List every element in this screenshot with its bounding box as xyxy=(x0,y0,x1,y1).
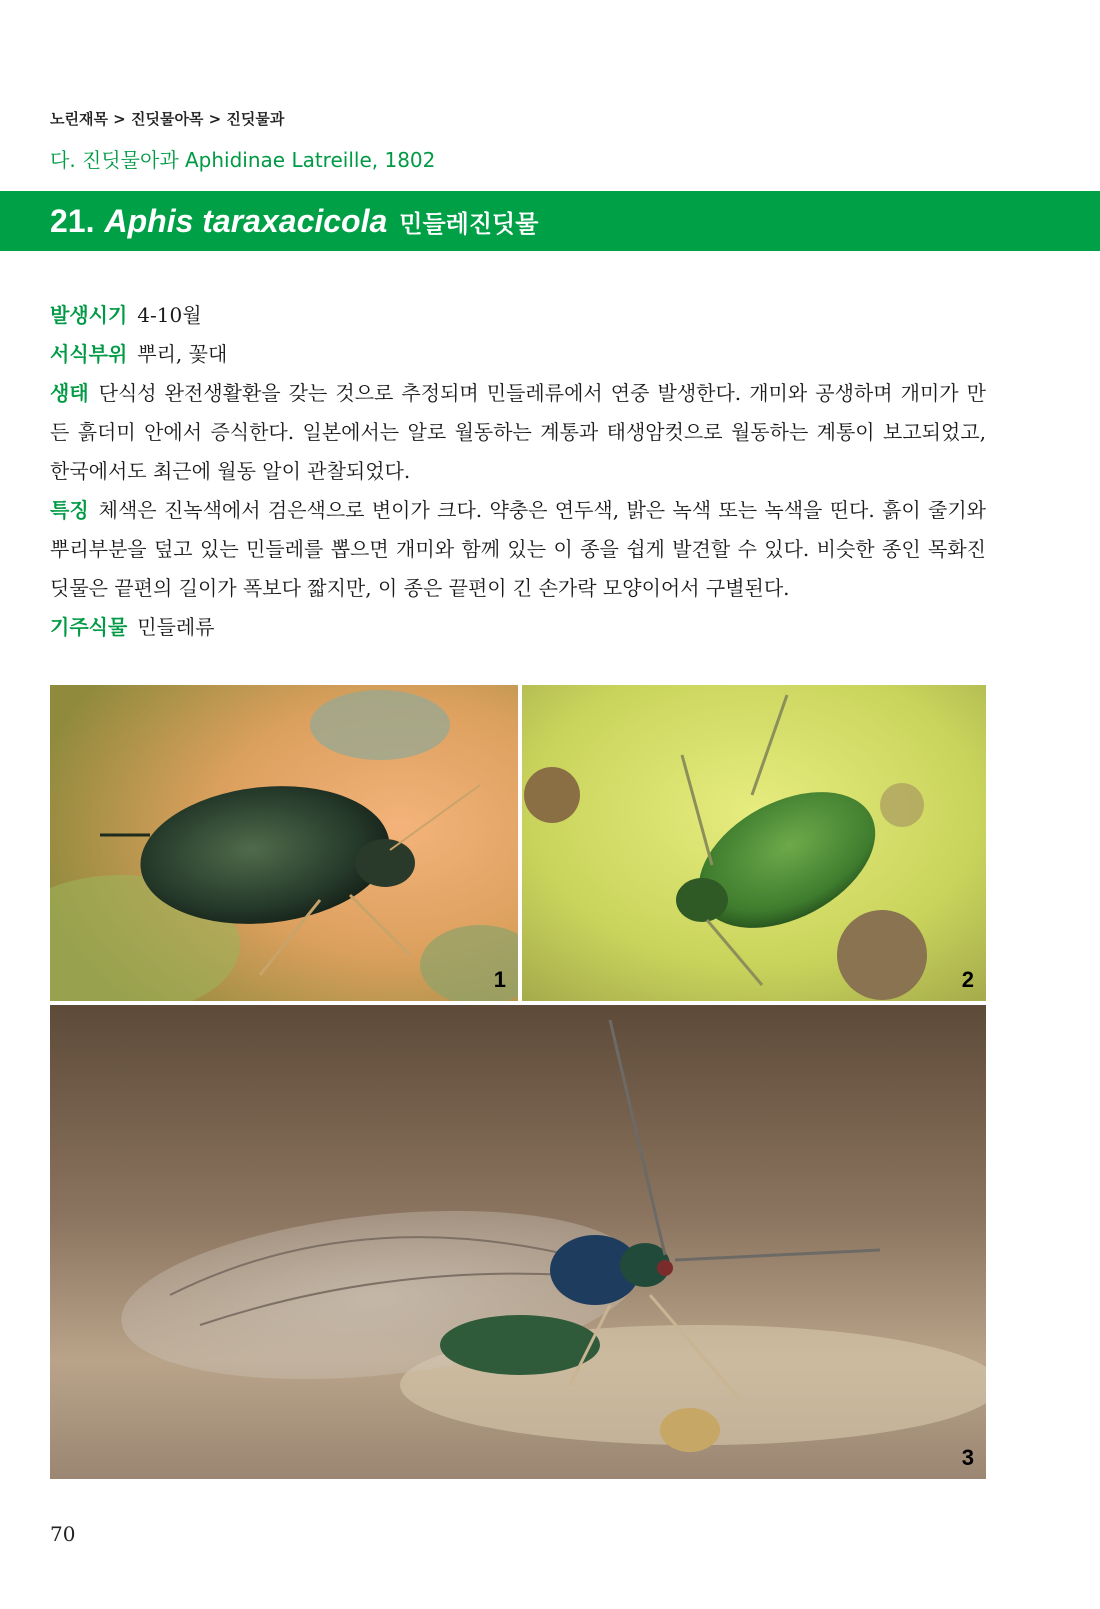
ecology-text: 단식성 완전생활환을 갖는 것으로 추정되며 민들레류에서 연중 발생한다. 개미와 공생하며 개미가 만든 흙더미 안에서 증식한다. 일본에서는 알로 월동하는 계통과 태생암컷으로 월동하는 계통이 보고되었고, 한국에서도 최근에 월동 알이 관찰되었다. xyxy=(50,381,986,483)
features-label: 특징 xyxy=(50,498,89,522)
species-korean-name: 민들레진딧물 xyxy=(399,209,539,238)
habitat-label: 서식부위 xyxy=(50,342,128,366)
aphid-image-1 xyxy=(50,685,518,1001)
photo-3-number: 3 xyxy=(961,1445,974,1470)
features-row xyxy=(50,491,986,608)
host-label: 기주식물 xyxy=(50,615,128,639)
photo-2-number: 2 xyxy=(961,967,974,992)
season-text: 4-10월 xyxy=(137,303,202,327)
species-number: 21. xyxy=(50,202,95,239)
features-text: 체색은 진녹색에서 검은색으로 변이가 크다. 약충은 연두색, 밝은 녹색 또는 녹색을 띤다. 흙이 줄기와 뿌리부분을 덮고 있는 민들레를 뽑으면 개미와 함께 있는 이 종을 쉽게 발견할 수 있다. 비슷한 종인 목화진딧물은 끝편의 길이가 폭보다 짧지만, 이 종은 끝편이 긴 손가락 모양이어서 구별된다. xyxy=(50,498,986,600)
aphid-photo-3 xyxy=(50,1005,986,1479)
aphid-image-3 xyxy=(50,1005,986,1479)
season-row xyxy=(50,296,986,335)
ecology-row xyxy=(50,374,986,491)
page-number: 70 xyxy=(50,1522,76,1546)
season-label: 발생시기 xyxy=(50,303,128,327)
ecology-label: 생태 xyxy=(50,381,89,405)
breadcrumb: 노린재목 > 진딧물아목 > 진딧물과 xyxy=(50,110,285,128)
habitat-row xyxy=(50,335,986,374)
photo-1-number: 1 xyxy=(493,967,506,992)
aphid-photo-2 xyxy=(522,685,986,1001)
species-scientific-name: Aphis taraxacicola xyxy=(104,202,388,239)
host-row xyxy=(50,608,986,647)
aphid-photo-1 xyxy=(50,685,518,1001)
aphid-image-2 xyxy=(522,685,986,1001)
habitat-text: 뿌리, 꽃대 xyxy=(137,342,228,366)
species-description xyxy=(50,296,986,647)
species-title-bar xyxy=(0,191,1100,251)
subfamily-heading: 다. 진딧물아과 Aphidinae Latreille, 1802 xyxy=(50,148,436,172)
host-text: 민들레류 xyxy=(137,615,215,639)
